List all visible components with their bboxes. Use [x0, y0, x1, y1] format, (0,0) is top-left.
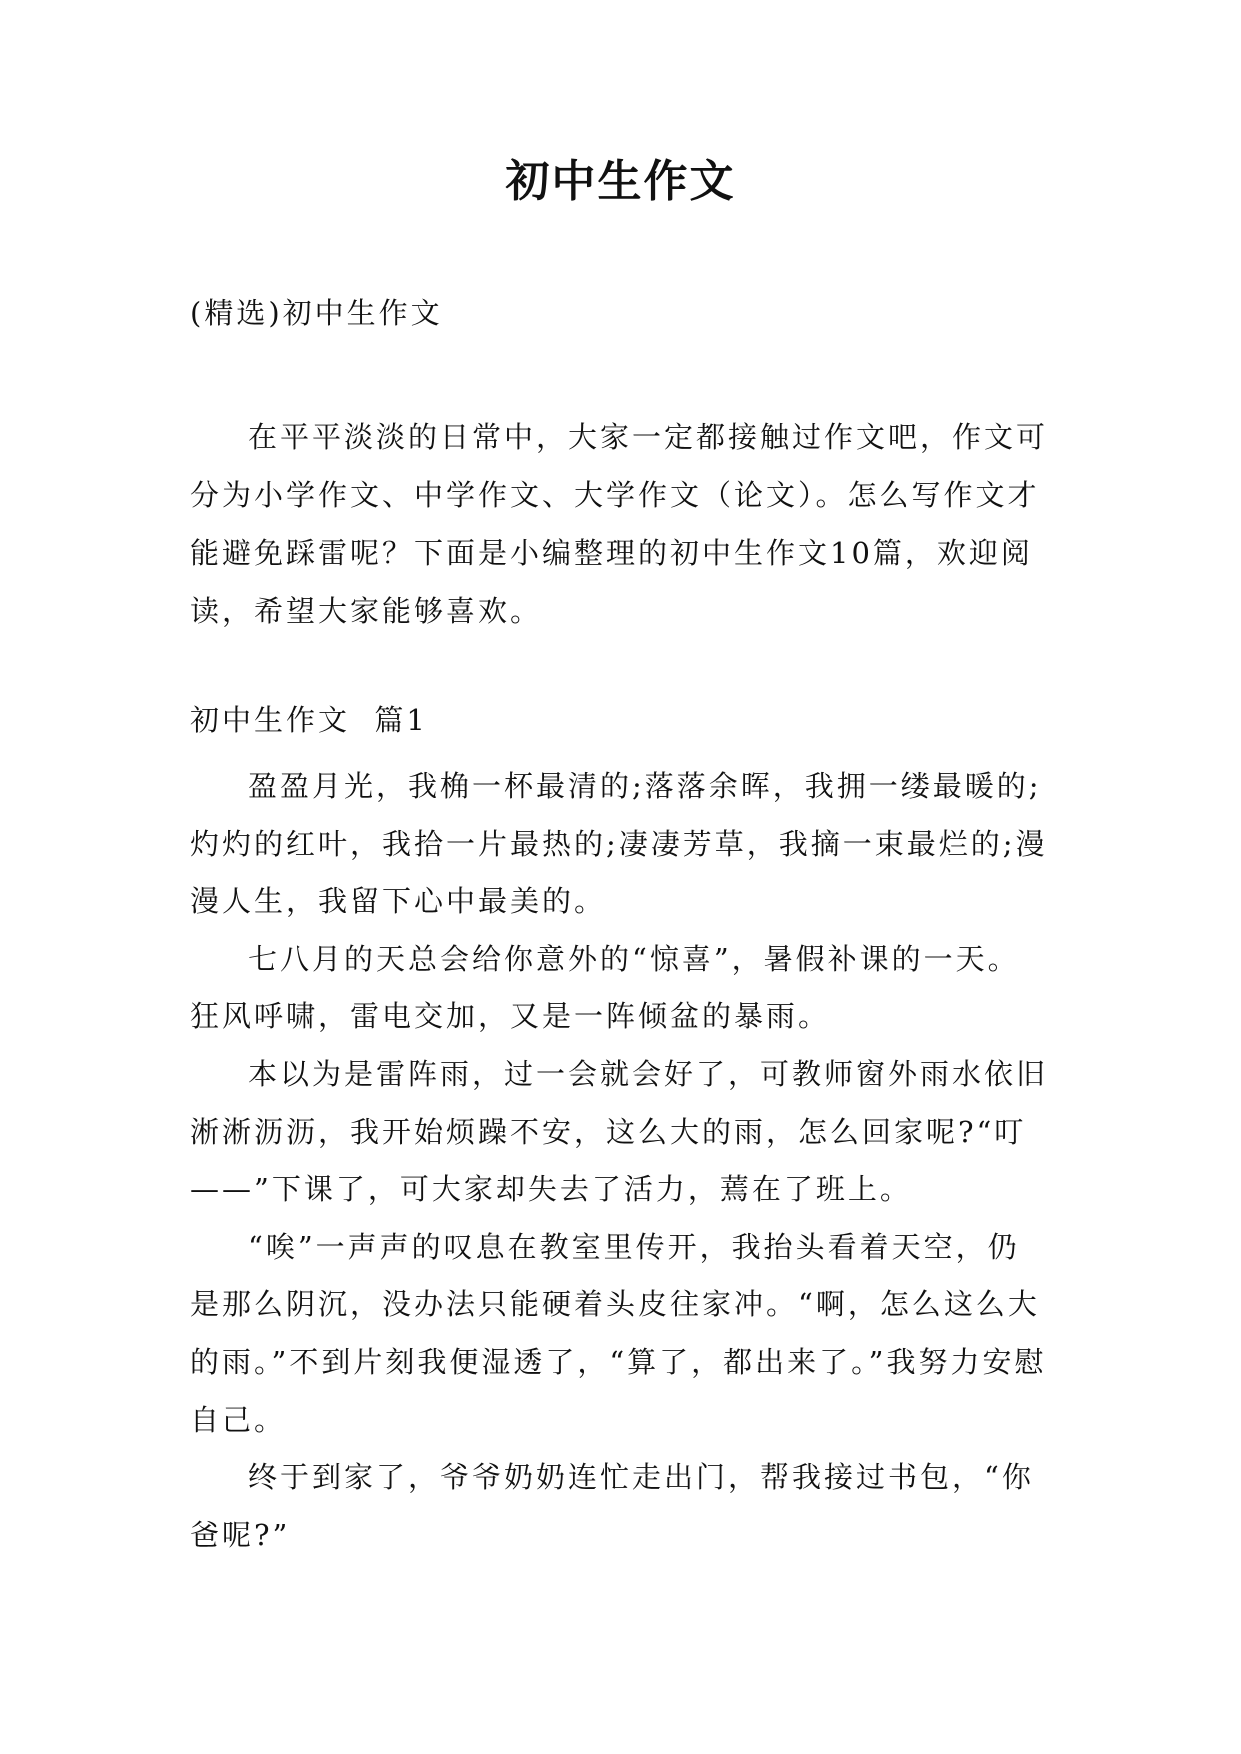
essay-paragraph: 七八月的天总会给你意外的“惊喜”，暑假补课的一天。狂风呼啸，雷电交加，又是一阵倾盆的暴雨。	[190, 941, 1020, 1034]
essay-paragraph: “唉”一声声的叹息在教室里传开，我抬头看着天空，仍是那么阴沉，没办法只能硬着头皮往家冲。“啊，怎么这么大的雨。”不到片刻我便湿透了，“算了，都出来了。”我努力安慰自己。	[190, 1229, 1047, 1437]
essay-paragraph: 终于到家了，爷爷奶奶连忙走出门，帮我接过书包，“你爸呢?”	[190, 1460, 1034, 1552]
essay-paragraph: 盈盈月光，我桷一杯最清的;落落余晖，我拥一缕最暖的;灼灼的红叶，我拾一片最热的;凄凄芳草，我摘一束最烂的;漫漫人生，我留下心中最美的。	[190, 769, 1048, 919]
intro-paragraph: 在平平淡淡的日常中，大家一定都接触过作文吧，作文可分为小学作文、中学作文、大学作文（论文）。怎么写作文才能避免踩雷呢？下面是小编整理的初中生作文10篇，欢迎阅读，希望大家能够喜欢。	[190, 420, 1049, 628]
essay-paragraph: 本以为是雷阵雨，过一会就会好了，可教师窗外雨水依旧淅淅沥沥，我开始烦躁不安，这么大的雨，怎么回家呢?“叮——”下课了，可大家却失去了活力，蔫在了班上。	[190, 1056, 1049, 1207]
document-title: 初中生作文	[505, 156, 736, 207]
essay-body	[190, 758, 1050, 1564]
document-subtitle: (精选)初中生作文	[190, 296, 443, 330]
section-heading: 初中生作文 篇1	[190, 703, 428, 737]
